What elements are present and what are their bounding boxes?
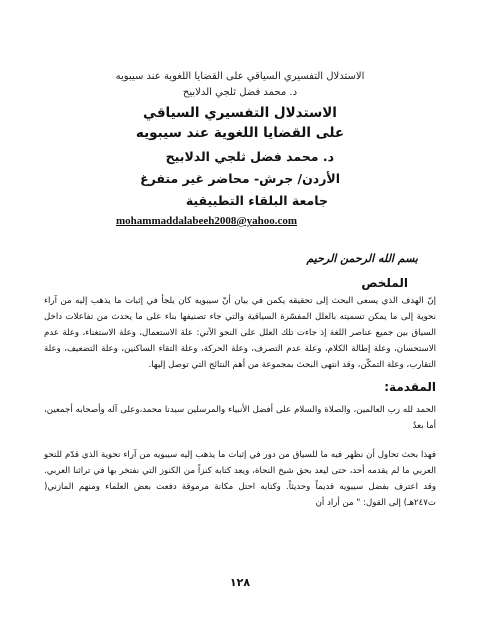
paper-title-line1: الاستدلال التفسيري السياقي	[143, 105, 337, 121]
basmala: بسم الله الرحمن الرحيم	[306, 252, 418, 265]
author-email-link[interactable]: mohammaddalabeeh2008@yahoo.com	[116, 215, 298, 227]
author-university: جامعة البلقاء التطبيقية	[185, 193, 328, 208]
page-number: ١٢٨	[229, 576, 251, 589]
introduction-paragraph-2: فهذا بحث تحاول أن نظهر فيه ما للسياق من دور في إثبات ما يذهب إليه سيبويه من آراء نحوية الذي قدّم للنحو العربي ما لم يقدمه أحد، حتى ليعد بحق شيخ النحاة، ويعد كتابه كنزاً من الكنوز التي نفتخر بها في تراثنا العربي. وقد اعترف بفضل سيبويه قديماً وحديثاً. وكتابه احتل مكانة مرموقة دفعت بعض العلماء ومنهم المازني( ت٢٤٧هـ) إلى القول: " من أراد أن	[44, 450, 436, 508]
introduction-paragraph-1: الحمد لله رب العالمين، والصلاة والسلام على أفضل الأنبياء والمرسلين سيدنا محمد،وعلى آله وأصحابه أجمعين، أما بعدُ	[44, 405, 436, 431]
abstract-heading: الملخص	[361, 276, 408, 290]
abstract-text: إنّ الهدف الذي يسعى البحث إلى تحقيقه يكمن في بيان أنّ سيبويه كان يلجأ في إثبات ما يذهب إليه من آراء نحوية إلى ما يمكن تسميته بالعلل المفسّرة السياقية والتي جاء تصنيفها بناء على ما يحدث من تفاعلات داخل السياق بين جميع عناصر اللغة إذ جاءت تلك العلل على النحو الآتي: علة الاستعمال، وعلة الاستغناء، وعلة عدم الاستحسان، وعلة إطالة الكلام، وعلة عدم التصرف، وعلة الحركة، وعلة التقاء الساكنين، وعلة التضعيف، وعلة التقارب، وعلة التمكّن، وقد انتهى البحث بمجموعة من أهم النتائج التي توصل إليها.	[44, 296, 436, 370]
author-name: د. محمد فضل ثلجي الدلابيح	[165, 149, 334, 164]
introduction-heading: المقدمة:	[384, 380, 436, 394]
paper-title-line2: على القضايا اللغوية عند سيبويه	[135, 125, 345, 141]
running-header-author: د. محمد فضل ثلجي الدلابيح	[182, 87, 298, 98]
running-header-title: الاستدلال التفسيري السياقي على القضايا اللغوية عند سيبويه	[115, 71, 365, 82]
author-position: الأردن/ جرش- محاضر غير متفرغ	[140, 171, 340, 186]
